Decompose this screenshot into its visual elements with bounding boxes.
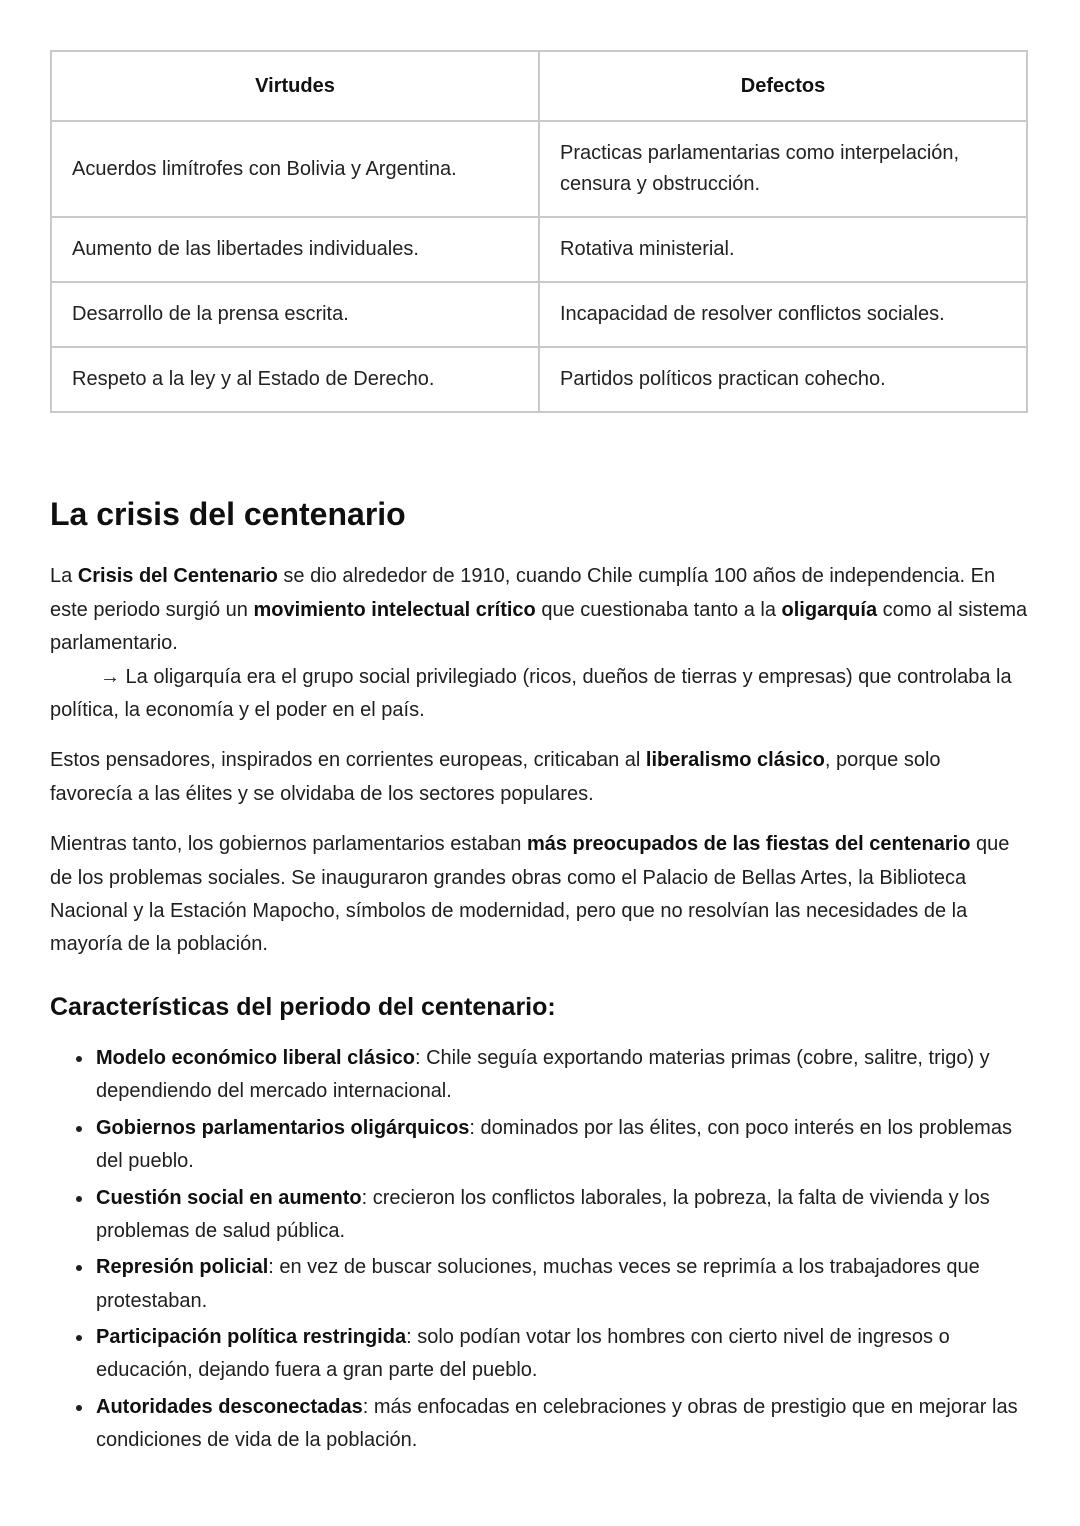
bold-text: Autoridades desconectadas	[96, 1395, 363, 1418]
paragraph	[50, 560, 1028, 727]
table-cell: Respeto a la ley y al Estado de Derecho.	[51, 347, 539, 412]
table-row	[51, 121, 1027, 217]
bold-text: Represión policial	[96, 1256, 269, 1279]
text: : Chile seguía exportando materias primas (cobre, salitre, trigo) y dependiendo del mercado internacional.	[96, 1046, 990, 1103]
bold-text: oligarquía	[781, 598, 878, 621]
table-row	[51, 217, 1027, 282]
bold-text: Modelo económico liberal clásico	[96, 1046, 415, 1069]
table-body	[51, 121, 1027, 412]
bold-text: liberalismo clásico	[645, 749, 825, 772]
text: como al sistema parlamentario.	[50, 598, 1028, 655]
text: se dio alrededor de 1910, cuando Chile cumplía 100 años de independencia. En este periodo surgió un	[50, 565, 996, 621]
subsection-heading-caracteristicas: Características del periodo del centenario:	[50, 992, 556, 1021]
table-cell: Rotativa ministerial.	[539, 217, 1027, 282]
section-heading-crisis-del-centenario: La crisis del centenario	[50, 496, 406, 532]
table-cell: Partidos políticos practican cohecho.	[539, 347, 1027, 412]
text: : crecieron los conflictos laborales, la pobreza, la falta de vivienda y los problemas de salud pública.	[96, 1186, 990, 1242]
text: Mientras tanto, los gobiernos parlamentarios estaban	[50, 833, 527, 856]
list-item	[94, 1112, 1028, 1179]
bold-text: Gobiernos parlamentarios oligárquicos	[96, 1116, 470, 1139]
table-header-row	[51, 51, 1027, 121]
table-cell: Desarrollo de la prensa escrita.	[51, 282, 539, 347]
table-row	[51, 282, 1027, 347]
paragraph	[50, 828, 1028, 962]
crisis-paragraphs	[50, 560, 1028, 961]
table-header-defectos: Defectos	[539, 51, 1027, 121]
list-item	[94, 1042, 1028, 1109]
text: : dominados por las élites, con poco interés en los problemas del pueblo.	[96, 1116, 1012, 1173]
bold-text: Participación política restringida	[96, 1326, 407, 1349]
virtues-defects-table	[50, 50, 1028, 413]
text: → La oligarquía era el grupo social privilegiado (ricos, dueños de tierras y empresas) que controlaba la política, la economía y el poder en el país.	[50, 665, 1012, 721]
text: : en vez de buscar soluciones, muchas veces se reprimía a los trabajadores que protestaban.	[96, 1256, 980, 1312]
table-cell: Acuerdos limítrofes con Bolivia y Argentina.	[51, 121, 539, 217]
bold-text: movimiento intelectual crítico	[253, 598, 536, 621]
table-cell: Incapacidad de resolver conflictos sociales.	[539, 282, 1027, 347]
list-item	[94, 1391, 1028, 1458]
table-cell: Aumento de las libertades individuales.	[51, 217, 539, 282]
bold-text: Crisis del Centenario	[77, 565, 278, 588]
text: La	[50, 565, 78, 588]
text: que cuestionaba tanto a la	[535, 598, 782, 621]
text: Estos pensadores, inspirados en corrientes europeas, criticaban al	[50, 749, 646, 772]
paragraph	[50, 744, 1028, 811]
list-item	[94, 1321, 1028, 1388]
list-item	[94, 1251, 1028, 1318]
text: : solo podían votar los hombres con cierto nivel de ingresos o educación, dejando fuera a gran parte del pueblo.	[96, 1326, 950, 1382]
table-header-virtudes: Virtudes	[51, 51, 539, 121]
bold-text: Cuestión social en aumento	[96, 1186, 362, 1209]
list-item	[94, 1182, 1028, 1249]
text: , porque solo favorecía a las élites y se olvidaba de los sectores populares.	[50, 749, 941, 805]
bold-text: más preocupados de las fiestas del centenario	[526, 833, 971, 856]
table-cell: Practicas parlamentarias como interpelación, censura y obstrucción.	[539, 121, 1027, 217]
characteristics-list	[50, 1042, 1028, 1458]
text: : más enfocadas en celebraciones y obras de prestigio que en mejorar las condiciones de vida de la población.	[96, 1395, 1018, 1452]
text: que de los problemas sociales. Se inauguraron grandes obras como el Palacio de Bellas Artes, la Biblioteca Nacional y la Estación Mapocho, símbolos de modernidad, pero que no resolvían las necesidades de la mayoría de la población.	[50, 833, 1010, 956]
table-row	[51, 347, 1027, 412]
